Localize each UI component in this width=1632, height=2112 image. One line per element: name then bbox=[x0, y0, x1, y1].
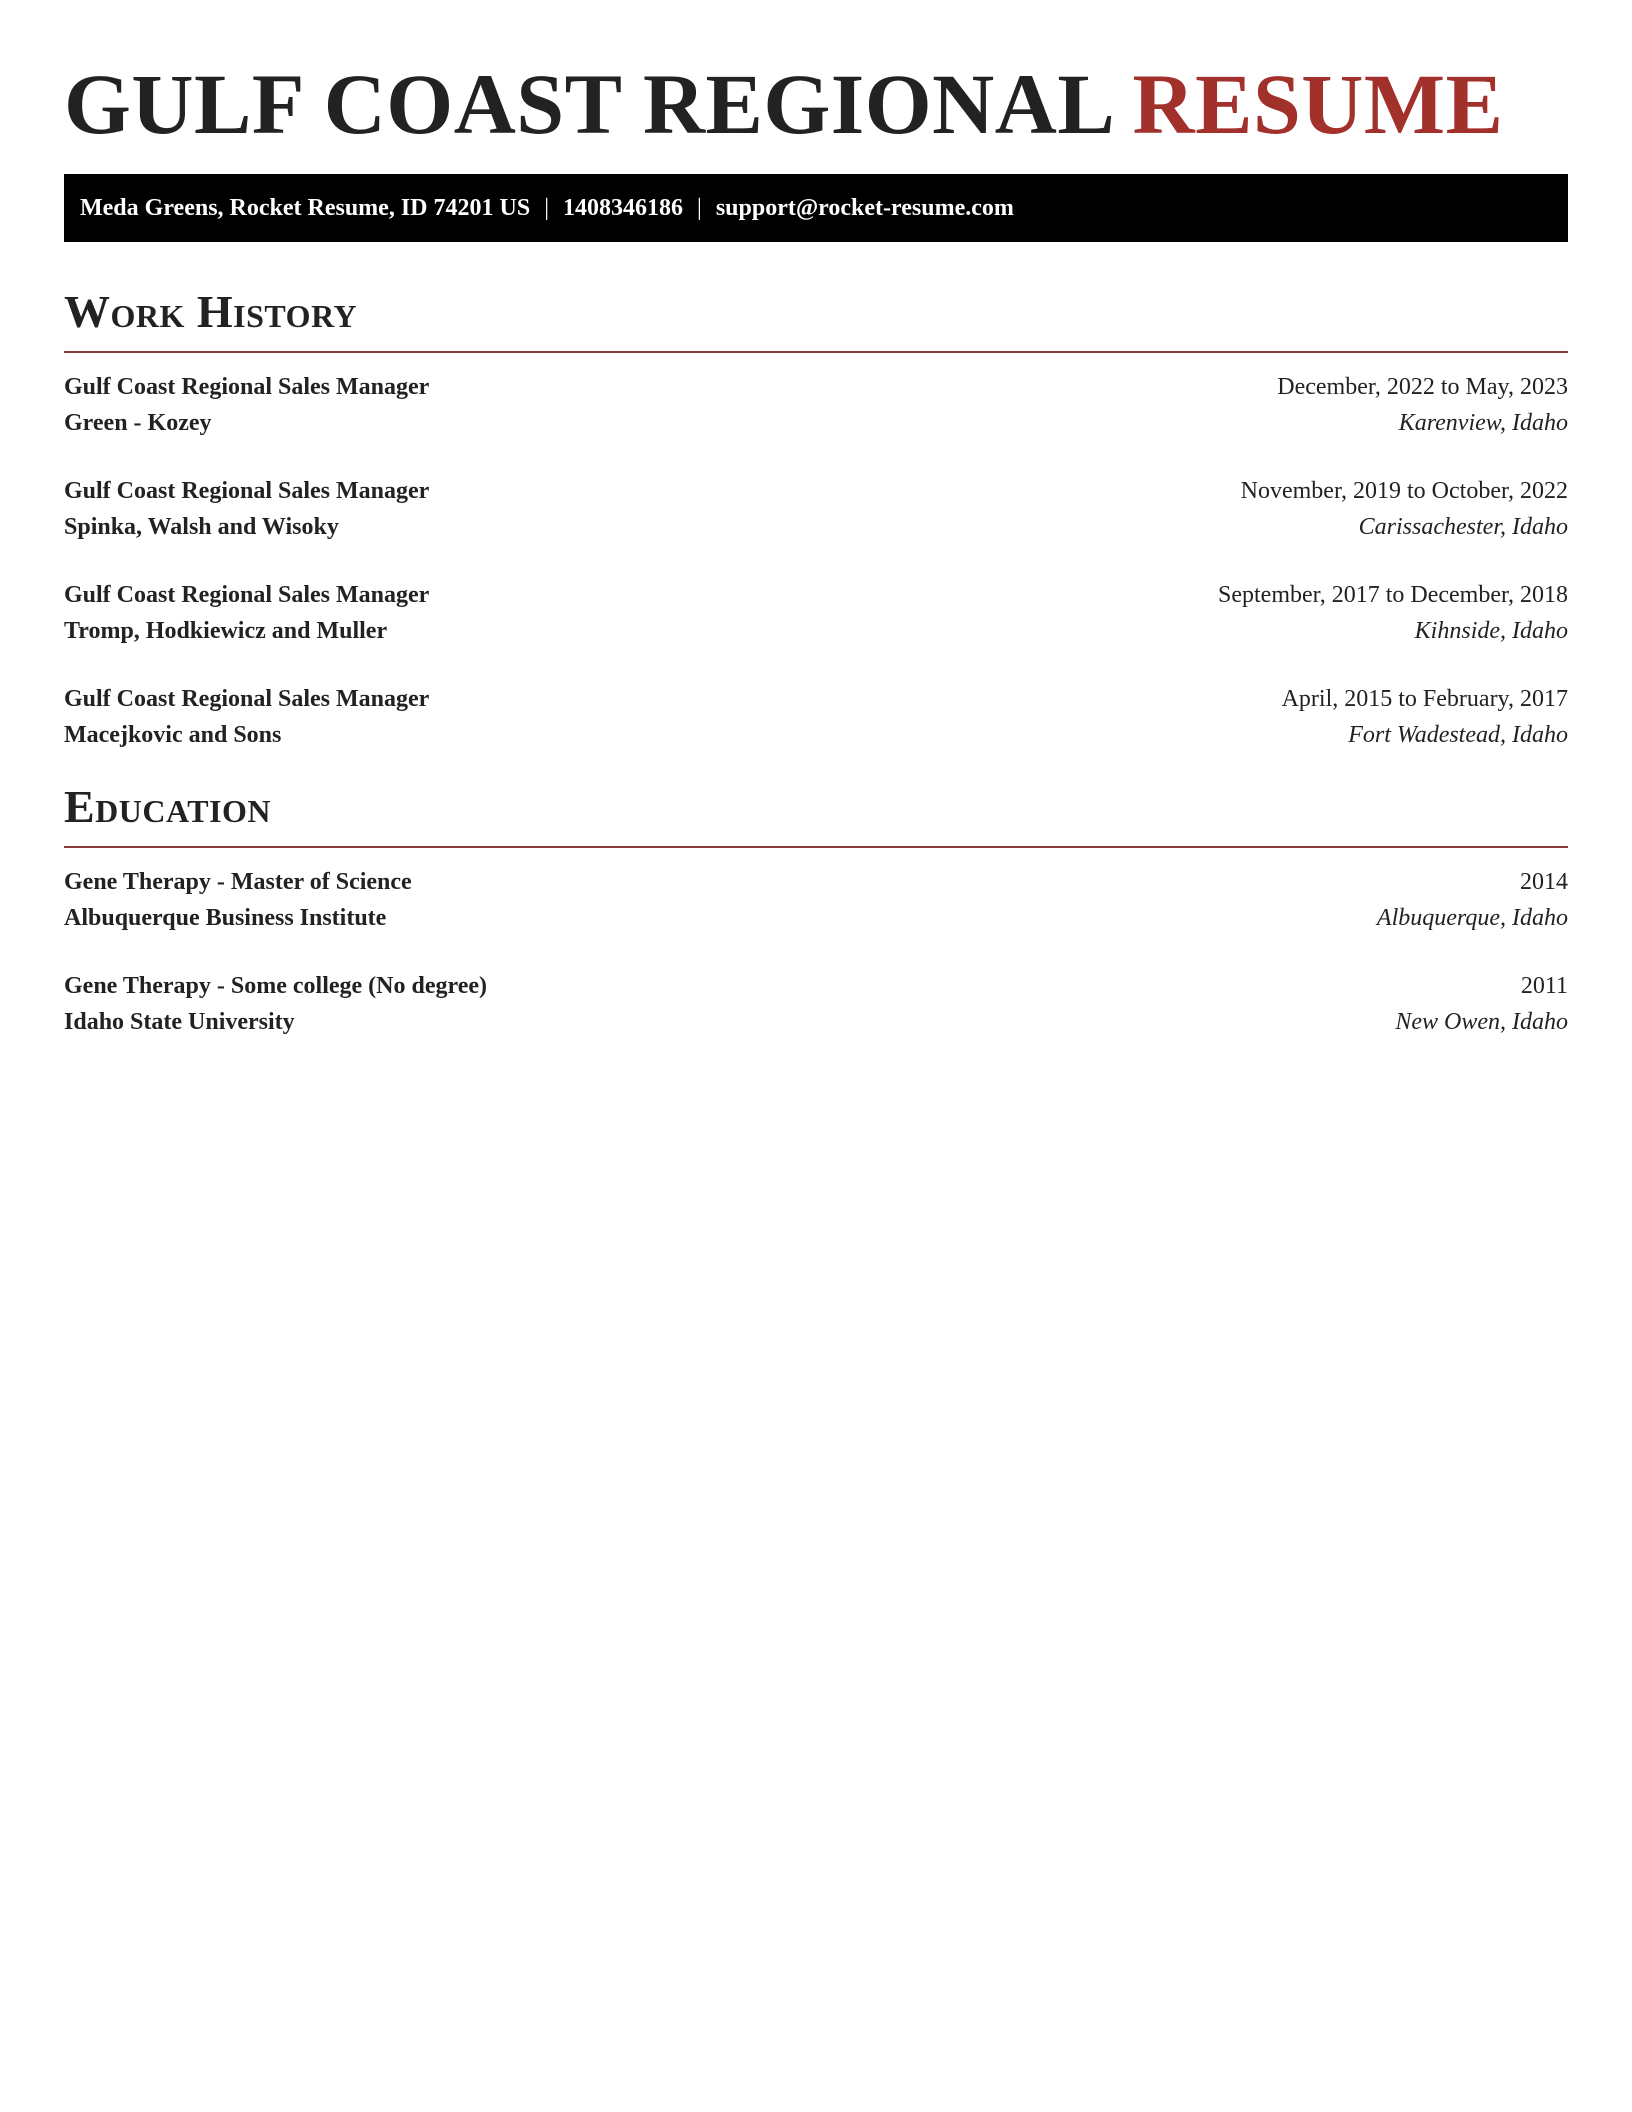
education-year: 2011 bbox=[1520, 973, 1568, 999]
work-entry bbox=[64, 681, 1568, 753]
work-history-list bbox=[64, 369, 1568, 753]
work-entry bbox=[64, 473, 1568, 545]
work-role: Gulf Coast Regional Sales Manager bbox=[64, 374, 430, 400]
education-heading: Education bbox=[64, 781, 272, 832]
title-accent: RESUME bbox=[1132, 56, 1504, 152]
work-location: Kihnside, Idaho bbox=[1414, 618, 1568, 644]
contact-bar bbox=[64, 174, 1568, 242]
work-location: Fort Wadestead, Idaho bbox=[1348, 722, 1568, 748]
education-entry bbox=[64, 864, 1568, 936]
education-degree: Gene Therapy - Some college (No degree) bbox=[64, 973, 488, 999]
work-company: Tromp, Hodkiewicz and Muller bbox=[64, 618, 388, 644]
resume-page bbox=[64, 0, 1568, 1040]
education-entry bbox=[64, 968, 1568, 1040]
work-company: Green - Kozey bbox=[64, 410, 212, 436]
education-list bbox=[64, 864, 1568, 1040]
education-location: New Owen, Idaho bbox=[1395, 1009, 1568, 1035]
work-dates: November, 2019 to October, 2022 bbox=[1240, 478, 1568, 504]
education-location: Albuquerque, Idaho bbox=[1376, 905, 1568, 931]
work-role: Gulf Coast Regional Sales Manager bbox=[64, 582, 430, 608]
work-role: Gulf Coast Regional Sales Manager bbox=[64, 686, 430, 712]
contact-separator: | bbox=[697, 195, 702, 221]
section-divider bbox=[64, 846, 1568, 848]
education-year: 2014 bbox=[1520, 869, 1568, 895]
work-role: Gulf Coast Regional Sales Manager bbox=[64, 478, 430, 504]
education-school: Albuquerque Business Institute bbox=[64, 905, 387, 931]
contact-address: Meda Greens, Rocket Resume, ID 74201 US bbox=[80, 195, 531, 221]
resume-title bbox=[64, 0, 1568, 150]
work-location: Karenview, Idaho bbox=[1398, 410, 1568, 436]
work-location: Carissachester, Idaho bbox=[1358, 514, 1568, 540]
work-history-heading: Work History bbox=[64, 286, 358, 337]
contact-phone: 1408346186 bbox=[563, 195, 683, 221]
work-company: Spinka, Walsh and Wisoky bbox=[64, 514, 339, 540]
work-dates: April, 2015 to February, 2017 bbox=[1281, 686, 1568, 712]
work-entry bbox=[64, 369, 1568, 441]
contact-separator: | bbox=[544, 195, 549, 221]
work-dates: September, 2017 to December, 2018 bbox=[1218, 582, 1568, 608]
work-company: Macejkovic and Sons bbox=[64, 722, 282, 748]
education-school: Idaho State University bbox=[64, 1009, 295, 1035]
title-main: GULF COAST REGIONAL bbox=[64, 56, 1111, 152]
work-dates: December, 2022 to May, 2023 bbox=[1277, 374, 1568, 400]
contact-email: support@rocket-resume.com bbox=[715, 195, 1014, 221]
work-entry bbox=[64, 577, 1568, 649]
section-divider bbox=[64, 351, 1568, 353]
education-degree: Gene Therapy - Master of Science bbox=[64, 869, 412, 895]
